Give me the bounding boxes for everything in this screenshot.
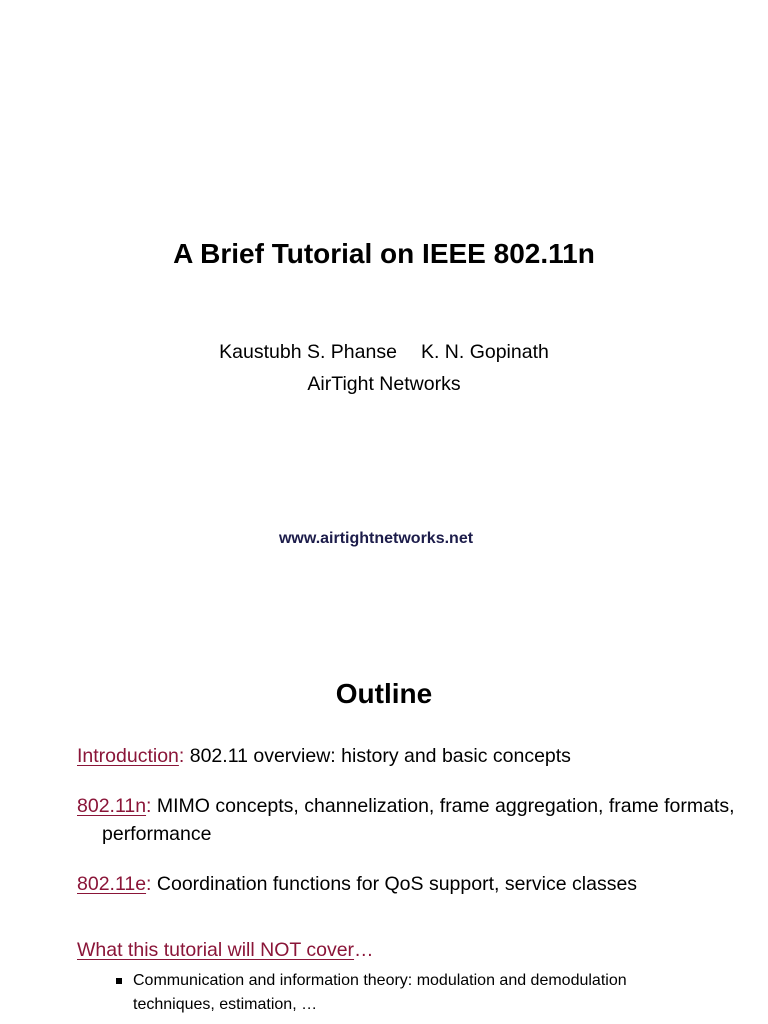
outline-separator: : [146, 795, 152, 817]
authors [0, 336, 768, 368]
outline-separator: : [178, 745, 185, 767]
list-item-text: Communication and information theory: modulation and demodulation techniques, estimation, … [133, 972, 627, 1013]
affiliation: AirTight Networks [307, 373, 461, 395]
outline-item-802-11e [77, 870, 742, 898]
slide-title: A Brief Tutorial on IEEE 802.11n [173, 238, 595, 269]
author-name: Kaustubh S. Phanse [219, 341, 397, 363]
website-link[interactable]: www.airtightnetworks.net [278, 530, 474, 547]
outline-heading: Outline [335, 678, 433, 709]
square-bullet-icon [116, 978, 122, 984]
ellipsis: … [354, 939, 374, 961]
not-covered-heading [77, 936, 374, 964]
outline-key-link[interactable]: 802.11e [77, 873, 147, 895]
outline-item-text: MIMO concepts, channelization, frame aggregation, frame formats, performance [102, 795, 735, 845]
outline-item-introduction [77, 742, 742, 770]
outline-key-link[interactable]: Introduction [77, 745, 179, 767]
not-covered-link[interactable]: What this tutorial will NOT cover [77, 939, 355, 961]
outline-separator: : [146, 873, 152, 895]
outline-item-802-11n [77, 792, 742, 848]
outline-item-text: 802.11 overview: history and basic concepts [184, 745, 571, 767]
list-item [116, 969, 693, 1017]
outline-item-text: Coordination functions for QoS support, service classes [151, 873, 638, 895]
outline-key-link[interactable]: 802.11n [77, 795, 147, 817]
author-name: K. N. Gopinath [420, 341, 549, 363]
